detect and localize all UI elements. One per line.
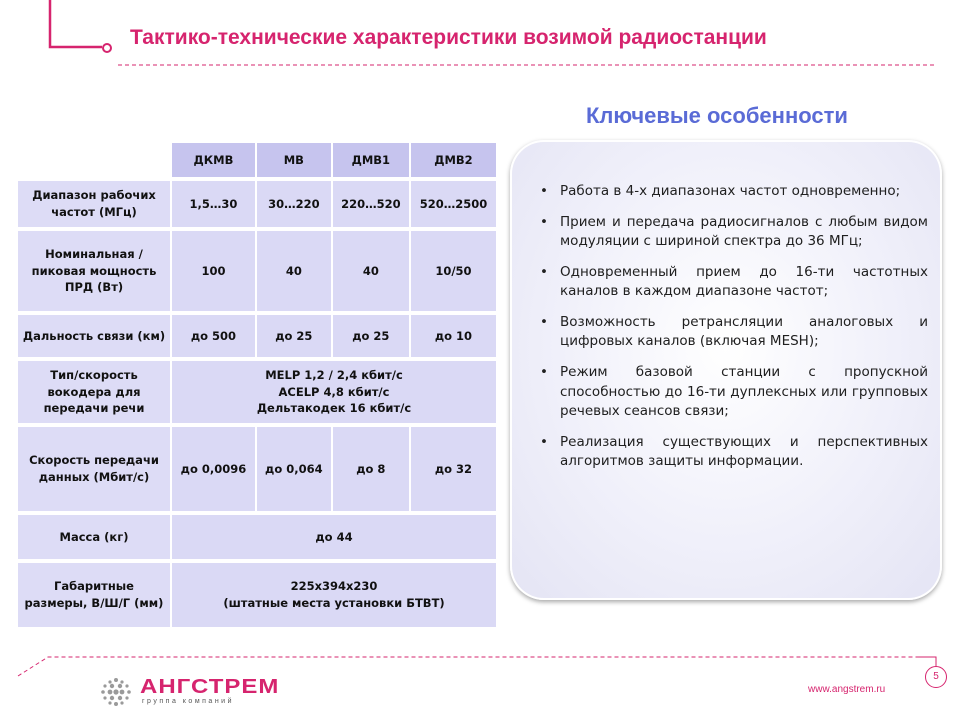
- table-row: [18, 515, 496, 559]
- features-panel: [510, 140, 942, 600]
- table-cell: до 8: [331, 427, 409, 511]
- table-cell: 30…220: [255, 181, 331, 227]
- feature-item: • Прием и передача радиосигналов с любым видом модуляции с шириной спектра до 36 МГц;: [540, 213, 928, 252]
- table-cell: 520…2500: [409, 181, 496, 227]
- row-label: Габаритные размеры, В/Ш/Г (мм): [18, 563, 170, 627]
- vocoder-line: MELP 1,2 / 2,4 кбит/с: [265, 367, 403, 382]
- slide-title: Тактико-технические характеристики возимой радиостанции: [130, 26, 767, 49]
- row-label: Дальность связи (км): [18, 315, 170, 357]
- table-row: [18, 181, 496, 227]
- table-row: [18, 563, 496, 627]
- feature-item: • Одновременный прием до 16-ти частотных каналов в каждом диапазоне частот;: [540, 263, 928, 302]
- merged-cell: [170, 361, 496, 423]
- table-cell: 10/50: [409, 231, 496, 311]
- page-number: 5: [925, 666, 947, 688]
- row-label: Номинальная /пиковая мощность ПРД (Вт): [18, 231, 170, 311]
- table-row: [18, 361, 496, 423]
- dimensions-line: 225х394х230: [290, 579, 378, 594]
- feature-item: • Работа в 4-х диапазонах частот одновременно;: [540, 182, 928, 202]
- col-header: ДМВ1: [331, 143, 409, 177]
- table-cell: до 500: [170, 315, 255, 357]
- company-logo: [96, 674, 296, 710]
- row-label: Масса (кг): [18, 515, 170, 559]
- table-cell: 100: [170, 231, 255, 311]
- table-cell: 220…520: [331, 181, 409, 227]
- feature-item: • Режим базовой станции с пропускной способностью до 16-ти дуплексных или групповых речевых сеансов связи;: [540, 363, 928, 422]
- table-cell: 40: [255, 231, 331, 311]
- table-cell: до 25: [331, 315, 409, 357]
- website-link[interactable]: www.angstrem.ru: [808, 684, 886, 695]
- table-cell: до 32: [409, 427, 496, 511]
- table-cell: 1,5…30: [170, 181, 255, 227]
- table-header-row: [18, 143, 496, 177]
- table-cell: до 25: [255, 315, 331, 357]
- merged-cell: [170, 563, 496, 627]
- vocoder-line: ACELP 4,8 кбит/с: [278, 384, 390, 399]
- feature-item: • Возможность ретрансляции аналоговых и цифровых каналов (включая MESH);: [540, 313, 928, 352]
- table-row: [18, 427, 496, 511]
- table-cell: 40: [331, 231, 409, 311]
- col-header: ДКМВ: [170, 143, 255, 177]
- globe-icon: [96, 674, 136, 708]
- table-cell: до 10: [409, 315, 496, 357]
- feature-item: • Реализация существующих и перспективных алгоритмов защиты информации.: [540, 433, 928, 472]
- table-cell: до 0,0096: [170, 427, 255, 511]
- row-label: Тип/скорость вокодера для передачи речи: [18, 361, 170, 423]
- table-cell: до 0,064: [255, 427, 331, 511]
- merged-cell: до 44: [170, 515, 496, 559]
- features-list: [540, 182, 928, 472]
- table-corner: [18, 143, 170, 177]
- features-heading: Ключевые особенности: [586, 103, 848, 128]
- col-header: ДМВ2: [409, 143, 496, 177]
- table-row: [18, 231, 496, 311]
- specs-table: [18, 139, 496, 631]
- row-label: Диапазон рабочих частот (МГц): [18, 181, 170, 227]
- row-label: Скорость передачи данных (Мбит/с): [18, 427, 170, 511]
- logo-wordmark: АНГСТРЕМ: [140, 675, 280, 698]
- col-header: МВ: [255, 143, 331, 177]
- dimensions-line: (штатные места установки БТВТ): [223, 596, 445, 610]
- logo-tagline: группа компаний: [142, 698, 235, 705]
- table-row: [18, 315, 496, 357]
- vocoder-line: Дельтакодек 16 кбит/с: [256, 401, 412, 416]
